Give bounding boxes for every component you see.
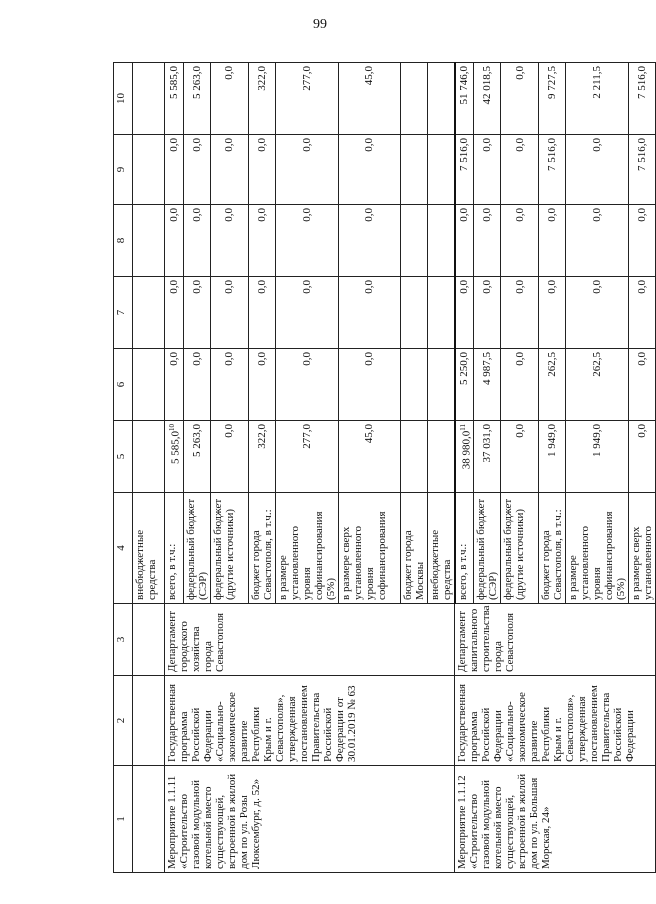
value-cell: 5 263,0	[183, 63, 210, 135]
source-label: федеральный бюджет (другие источники)	[501, 493, 539, 604]
value-cell	[400, 277, 427, 349]
table-cell	[133, 277, 165, 349]
value-cell: 0,0	[455, 205, 474, 277]
col-header: 6	[114, 349, 133, 421]
value-cell: 0,0	[501, 421, 539, 493]
value-cell: 0,0	[275, 205, 338, 277]
value-cell: 42 018,5	[474, 63, 501, 135]
value-cell: 0,0	[275, 349, 338, 421]
source-label: федеральный бюджет (СЭР)	[474, 493, 501, 604]
source-label: в размере установленного уровня софинансирования (5%)	[566, 493, 629, 604]
value-cell	[427, 349, 455, 421]
value-cell: 0,0	[629, 205, 656, 277]
source-label: бюджет города Москвы	[400, 493, 427, 604]
value-cell: 0,0	[248, 277, 275, 349]
value-cell: 0,0	[501, 277, 539, 349]
source-label: федеральный бюджет (СЭР)	[183, 493, 210, 604]
value-cell: 0,0	[566, 205, 629, 277]
value-cell: 0,0	[165, 349, 184, 421]
source-label: в размере сверх установленного	[629, 493, 656, 604]
value-cell: 9 727,5	[539, 63, 566, 135]
rotated-page	[113, 63, 655, 873]
source-label: бюджет города Севастополя, в т.ч.:	[248, 493, 275, 604]
col-header: 2	[114, 676, 133, 766]
value-cell: 5 585,0$^{10}$	[165, 421, 184, 493]
value-cell: 0,0	[165, 135, 184, 205]
value-cell: 7 516,0	[629, 135, 656, 205]
value-cell: 0,0	[183, 205, 210, 277]
col-header: 4	[114, 493, 133, 604]
value-cell: 0,0	[501, 135, 539, 205]
value-cell	[427, 421, 455, 493]
footnote-mark: 11	[458, 424, 467, 431]
value-cell: 0,0	[566, 135, 629, 205]
value-cell: 277,0	[275, 63, 338, 135]
value-cell: 0,0	[338, 277, 400, 349]
value-cell: 0,0	[455, 277, 474, 349]
rotated-table-area	[113, 63, 655, 873]
value-cell: 4 987,5	[474, 349, 501, 421]
value-cell: 0,0	[501, 349, 539, 421]
value-cell: 262,5	[566, 349, 629, 421]
value-cell: 7 516,0	[455, 135, 474, 205]
value-cell: 45,0	[338, 63, 400, 135]
value-cell	[400, 135, 427, 205]
value-cell: 0,0	[539, 277, 566, 349]
column-number-row	[114, 63, 133, 873]
value-cell: 37 031,0	[474, 421, 501, 493]
table-row	[165, 63, 184, 873]
value-cell: 5 585,0	[165, 63, 184, 135]
source-label: бюджет города Севастополя, в т.ч.:	[539, 493, 566, 604]
value-cell: 0,0	[210, 349, 248, 421]
col-header: 5	[114, 421, 133, 493]
value-cell: 0,0	[248, 349, 275, 421]
executor: Департамент капитального строительства города Севастополя	[455, 604, 656, 676]
measure-title: Мероприятие 1.1.11 «Строительство газовой модульной котельной вместо существующей, встроенной в жилой дом по ул. Розы Люксембург, д. 52»	[165, 766, 455, 873]
value-cell: 0,0	[338, 349, 400, 421]
value-cell: 0,0	[474, 135, 501, 205]
value-cell: 38 980,0$^{11}$	[455, 421, 474, 493]
col-header: 1	[114, 766, 133, 873]
measure-title: Мероприятие 1.1.12 «Строительство газовой модульной котельной вместо существующей, встроенной в жилой дом по ул. Большая Морская, 24»	[455, 766, 656, 873]
value-cell: 7 516,0	[629, 63, 656, 135]
value-cell: 0,0	[501, 205, 539, 277]
value-cell: 7 516,0	[539, 135, 566, 205]
value-cell: 322,0	[248, 63, 275, 135]
value-cell	[427, 277, 455, 349]
value-cell: 277,0	[275, 421, 338, 493]
table-cell	[133, 205, 165, 277]
value-cell: 0,0	[210, 277, 248, 349]
table-cell	[133, 766, 165, 873]
table-row	[133, 63, 165, 873]
table-cell	[133, 421, 165, 493]
col-header: 8	[114, 205, 133, 277]
value-cell: 0,0	[275, 135, 338, 205]
value-cell: 0,0	[183, 135, 210, 205]
value-cell	[400, 205, 427, 277]
value-cell: 0,0	[210, 135, 248, 205]
value-cell: 45,0	[338, 421, 400, 493]
source-label: внебюджетные средства	[133, 493, 165, 604]
value-cell: 322,0	[248, 421, 275, 493]
table-row	[455, 63, 474, 873]
table-cell	[133, 349, 165, 421]
value-cell: 51 746,0	[455, 63, 474, 135]
table-cell	[133, 676, 165, 766]
value-cell: 0,0	[210, 421, 248, 493]
table-cell	[133, 135, 165, 205]
col-header: 9	[114, 135, 133, 205]
value-cell	[427, 63, 455, 135]
value-cell: 0,0	[629, 421, 656, 493]
source-label: всего, в т.ч.:	[165, 493, 184, 604]
value-cell: 0,0	[165, 277, 184, 349]
source-label: всего, в т.ч.:	[455, 493, 474, 604]
value-cell: 0,0	[474, 205, 501, 277]
program-name: Государственная программа Российской Федерации «Социально-экономическое развитие Республики Крым и г. Севастополя», утвержденная постановлением Правительства Российской Федерации от 30.01.2019 № 63	[165, 676, 455, 766]
value-cell: 0,0	[629, 277, 656, 349]
value-cell: 0,0	[210, 205, 248, 277]
value-cell: 262,5	[539, 349, 566, 421]
value-cell	[427, 205, 455, 277]
executor: Департамент городского хозяйства города Севастополя	[165, 604, 455, 676]
value-cell: 0,0	[474, 277, 501, 349]
value-cell: 0,0	[501, 63, 539, 135]
value-cell: 2 211,5	[566, 63, 629, 135]
value-cell: 0,0	[338, 205, 400, 277]
value-cell: 1 949,0	[566, 421, 629, 493]
value-cell: 5 263,0	[183, 421, 210, 493]
value-cell: 0,0	[210, 63, 248, 135]
source-label: федеральный бюджет (другие источники)	[210, 493, 248, 604]
value-cell: 0,0	[275, 277, 338, 349]
col-header: 7	[114, 277, 133, 349]
value-cell: 0,0	[183, 349, 210, 421]
footnote-mark: 10	[168, 424, 176, 431]
value-cell: 0,0	[248, 205, 275, 277]
value-cell	[400, 63, 427, 135]
funding-table	[113, 62, 656, 873]
value-cell: 0,0	[248, 135, 275, 205]
table-cell	[133, 63, 165, 135]
value-cell: 0,0	[183, 277, 210, 349]
source-label: в размере сверх установленного уровня софинансирования	[338, 493, 400, 604]
value-cell: 0,0	[566, 277, 629, 349]
col-header: 3	[114, 604, 133, 676]
program-name: Государственная программа Российской Федерации «Социально-экономическое развитие Республики Крым и г. Севастополя», утвержденная постановлением Правительства Российской Федерации	[455, 676, 656, 766]
value-cell: 1 949,0	[539, 421, 566, 493]
source-label: внебюджетные средства	[427, 493, 455, 604]
value-cell: 0,0	[539, 205, 566, 277]
value-cell	[400, 421, 427, 493]
col-header: 10	[114, 63, 133, 135]
value-cell: 5 250,0	[455, 349, 474, 421]
page-number: 99	[313, 17, 327, 32]
value-cell: 0,0	[165, 205, 184, 277]
value-cell	[427, 135, 455, 205]
source-label: в размере установленного уровня софинансирования (5%)	[275, 493, 338, 604]
table-cell	[133, 604, 165, 676]
value-cell: 0,0	[629, 349, 656, 421]
value-cell: 0,0	[338, 135, 400, 205]
value-cell	[400, 349, 427, 421]
